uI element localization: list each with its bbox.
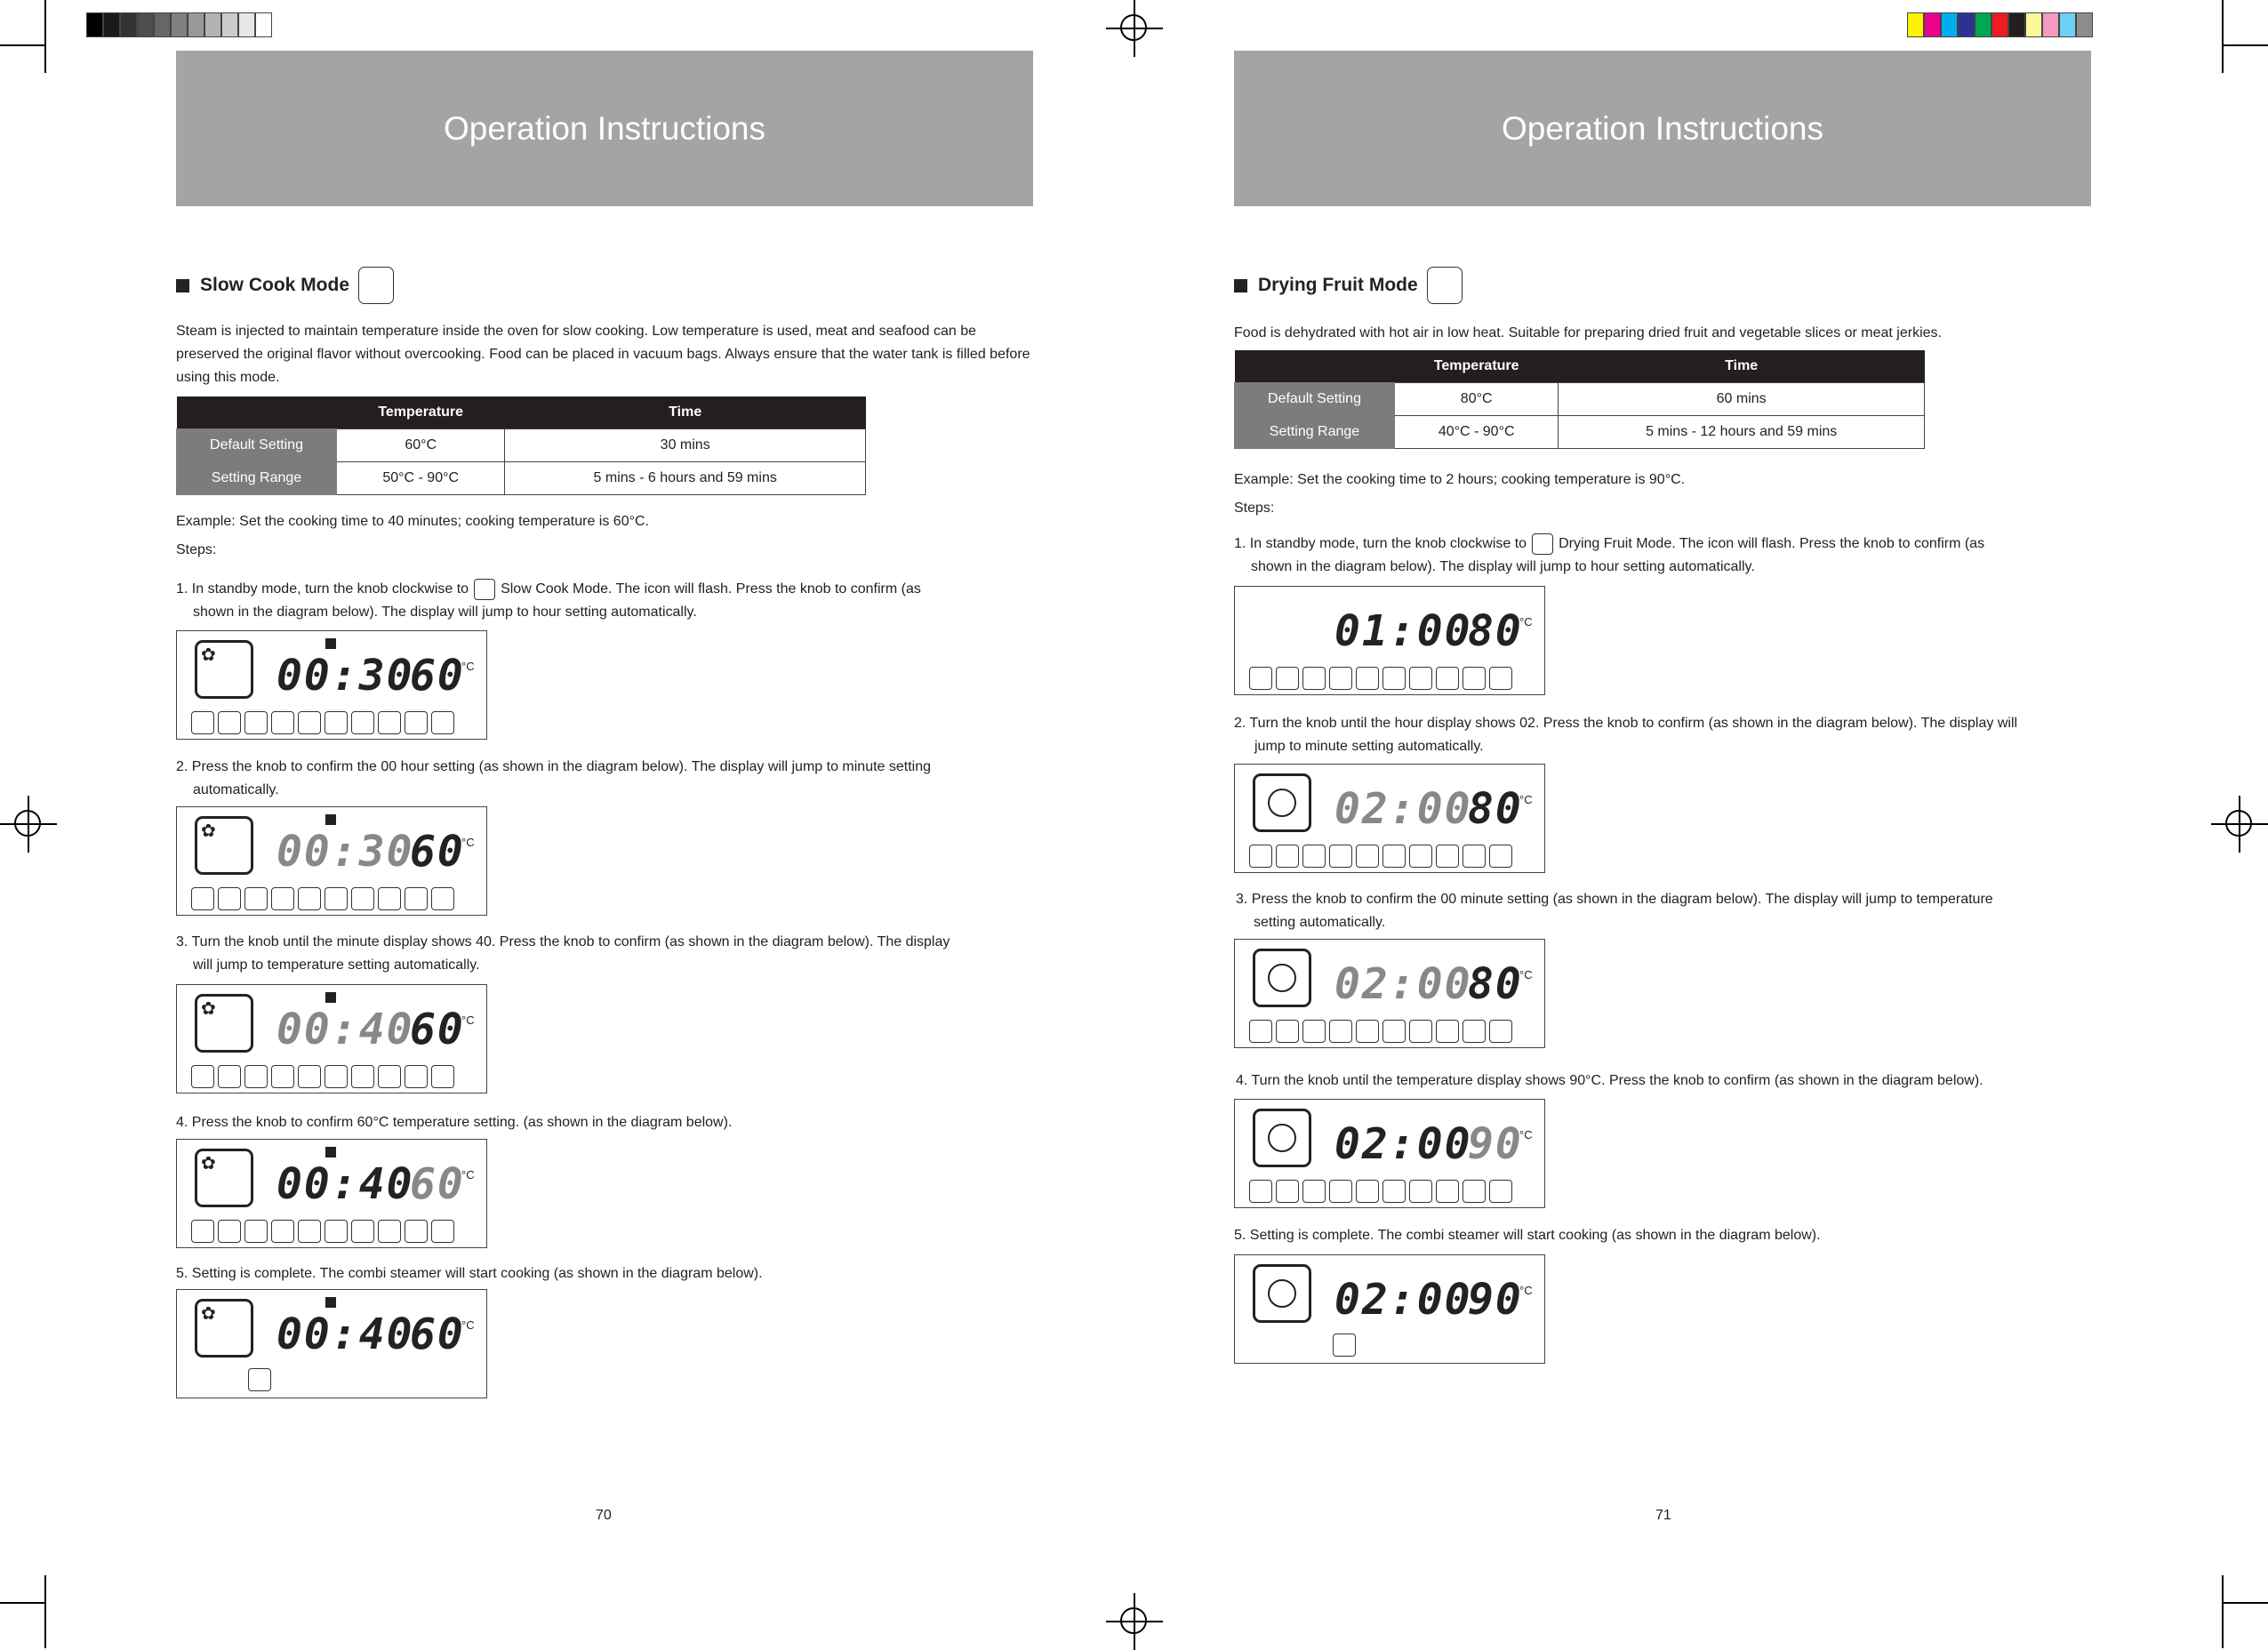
- mode-icon: [1302, 667, 1326, 690]
- row-header: Default Setting: [177, 429, 337, 462]
- lock-icon: [325, 1147, 336, 1157]
- mode-icon: [1463, 1180, 1486, 1203]
- mode-icon: [1356, 667, 1379, 690]
- mode-icon: [378, 887, 401, 910]
- mode-icon: [378, 1065, 401, 1088]
- mode-icon-row: [1249, 667, 1512, 690]
- control-panel-display: [176, 984, 487, 1093]
- gray-swatch: [221, 12, 238, 37]
- drying-fruit-settings-table: [1234, 350, 1925, 449]
- mode-icon: [218, 1065, 241, 1088]
- mode-icon: [271, 1065, 294, 1088]
- color-swatch: [1975, 12, 1992, 37]
- mode-icon: [1489, 1020, 1512, 1043]
- mode-icon: [1436, 1020, 1459, 1043]
- time-readout: 02:00: [1334, 784, 1472, 834]
- celsius-unit: °C: [1519, 793, 1533, 806]
- mode-icon: [1249, 1180, 1272, 1203]
- mode-icon: [1436, 667, 1459, 690]
- time-readout: 02:00: [1334, 959, 1472, 1009]
- mode-icon: [1382, 845, 1406, 868]
- mode-icon: [1436, 845, 1459, 868]
- gray-swatch: [171, 12, 188, 37]
- mode-icon: [1409, 1180, 1432, 1203]
- mode-icon: [298, 1220, 321, 1243]
- temperature-readout: 80: [1468, 606, 1523, 656]
- mode-icon: [1436, 1180, 1459, 1203]
- fan-mode-icon: [1253, 773, 1311, 832]
- step-text: 3. Press the knob to confirm the 00 minute setting (as shown in the diagram below). The display will jump to temperature: [1236, 892, 1993, 907]
- page-number: 70: [596, 1508, 612, 1523]
- color-swatch: [1958, 12, 1975, 37]
- mode-icon: [271, 1220, 294, 1243]
- step-text: automatically.: [193, 782, 279, 797]
- mode-icon: [191, 887, 214, 910]
- celsius-unit: °C: [1519, 968, 1533, 981]
- col-header: Temperature: [337, 396, 505, 429]
- table-cell: 50°C - 90°C: [337, 462, 505, 495]
- mode-icon: [1409, 845, 1432, 868]
- slow-cook-settings-table: [176, 396, 866, 495]
- time-readout: 00:40: [276, 1005, 414, 1054]
- lock-icon: [325, 638, 336, 649]
- mode-icon: [1356, 845, 1379, 868]
- time-readout: 02:00: [1334, 1275, 1472, 1325]
- mode-icon: [244, 887, 268, 910]
- control-panel-display: [1234, 1099, 1545, 1208]
- mode-icon: [405, 711, 428, 734]
- step-text: 1. In standby mode, turn the knob clockwise to: [176, 581, 469, 597]
- mode-icon: [405, 1065, 428, 1088]
- control-panel-display: [1234, 586, 1545, 695]
- mode-icon: [244, 1065, 268, 1088]
- mode-icon-row: [1249, 845, 1512, 868]
- color-swatch: [1907, 12, 1924, 37]
- page-header-right: Operation Instructions: [1234, 51, 2091, 206]
- mode-icon: [431, 711, 454, 734]
- color-swatch: [2025, 12, 2042, 37]
- gray-swatch: [86, 12, 103, 37]
- slow-cook-icon: [474, 579, 495, 600]
- control-panel-display: [176, 806, 487, 916]
- mode-icon: [378, 711, 401, 734]
- slow-cook-intro: Steam is injected to maintain temperature inside the oven for slow cooking. Low temperature is used, meat and seafood can be preserved the original flavor without overcooking. Food can be placed in vacuum bags. Always ensure that the water tank is filled before using this mode.: [176, 324, 1030, 385]
- drying-fruit-example: Example: Set the cooking time to 2 hours; cooking temperature is 90°C.: [1234, 472, 1686, 487]
- lock-icon: [325, 1297, 336, 1308]
- mode-icon: [1463, 667, 1486, 690]
- step-1: [1234, 533, 2096, 579]
- gray-swatch: [120, 12, 137, 37]
- celsius-unit: °C: [461, 836, 475, 849]
- control-panel-display: [176, 1139, 487, 1248]
- step-3: [176, 931, 1038, 977]
- section-title: Slow Cook Mode: [200, 275, 349, 295]
- mode-icon-row: [1249, 1020, 1512, 1043]
- gray-swatch: [137, 12, 154, 37]
- table-cell: 30 mins: [505, 429, 866, 462]
- mode-icon: [1489, 667, 1512, 690]
- control-panel-display: [1234, 1254, 1545, 1364]
- step-4: 4. Press the knob to confirm 60°C temperature setting. (as shown in the diagram below).: [176, 1115, 733, 1130]
- color-swatch: [2042, 12, 2059, 37]
- gray-swatch: [188, 12, 204, 37]
- temperature-readout: 60: [410, 651, 465, 701]
- celsius-unit: °C: [461, 1318, 475, 1332]
- mode-icon: [431, 1220, 454, 1243]
- mode-icon: [298, 711, 321, 734]
- mode-icon: [1356, 1180, 1379, 1203]
- mode-icon: [1409, 667, 1432, 690]
- control-panel-display: [176, 1289, 487, 1398]
- mode-icon: [1329, 1020, 1352, 1043]
- step-2: [176, 756, 1038, 802]
- mode-icon: [244, 711, 268, 734]
- col-header: Time: [1559, 350, 1925, 383]
- mode-icon: [298, 1065, 321, 1088]
- celsius-unit: °C: [461, 1168, 475, 1181]
- fan-mode-icon: [1253, 1264, 1311, 1323]
- mode-icon: [298, 887, 321, 910]
- time-readout: 00:30: [276, 827, 414, 877]
- mode-icon: [405, 1220, 428, 1243]
- temperature-readout: 90: [1468, 1275, 1523, 1325]
- mode-icon: [271, 887, 294, 910]
- step-text: Drying Fruit Mode. The icon will flash. Press the knob to confirm (as: [1559, 536, 1985, 551]
- drying-fruit-title: [1234, 267, 1463, 304]
- temperature-readout: 80: [1468, 784, 1523, 834]
- step-5: 5. Setting is complete. The combi steamer will start cooking (as shown in the diagram below).: [1234, 1228, 1821, 1243]
- gray-swatch: [154, 12, 171, 37]
- row-header: Setting Range: [1235, 416, 1395, 449]
- color-swatch: [2076, 12, 2093, 37]
- color-swatch: [1941, 12, 1958, 37]
- mode-icon: [1463, 1020, 1486, 1043]
- temperature-readout: 80: [1468, 959, 1523, 1009]
- step-3: [1236, 888, 2098, 934]
- step-1: [176, 578, 1038, 624]
- step-5: 5. Setting is complete. The combi steamer will start cooking (as shown in the diagram below).: [176, 1266, 763, 1281]
- mode-icon: [1329, 1180, 1352, 1203]
- celsius-unit: °C: [1519, 1128, 1533, 1141]
- mode-icon: [1249, 667, 1272, 690]
- mode-icon: [218, 711, 241, 734]
- mode-icon: [1249, 1020, 1272, 1043]
- drying-fruit-icon: [1333, 1334, 1356, 1357]
- row-header: Default Setting: [1235, 383, 1395, 416]
- drying-fruit-icon: [1427, 267, 1463, 304]
- mode-icon: [325, 887, 348, 910]
- steps-label: Steps:: [176, 542, 217, 557]
- mode-icon-row: [1249, 1180, 1512, 1203]
- gray-swatch: [204, 12, 221, 37]
- fan-mode-icon: [1253, 1109, 1311, 1167]
- color-swatch: [2059, 12, 2076, 37]
- slow-cook-icon: [248, 1368, 271, 1391]
- color-swatch: [1992, 12, 2008, 37]
- mode-icon: [191, 1065, 214, 1088]
- step-text: setting automatically.: [1254, 915, 1386, 930]
- slow-cook-mode-icon: ✿: [195, 1299, 253, 1358]
- time-readout: 01:00: [1334, 606, 1472, 656]
- step-text: Slow Cook Mode. The icon will flash. Press the knob to confirm (as: [501, 581, 921, 597]
- drying-fruit-intro: Food is dehydrated with hot air in low heat. Suitable for preparing dried fruit and vegetable slices or meat jerkies.: [1234, 325, 1942, 340]
- celsius-unit: °C: [461, 660, 475, 673]
- mode-icon: [1329, 667, 1352, 690]
- mode-icon: [1409, 1020, 1432, 1043]
- mode-icon: [1276, 1020, 1299, 1043]
- mode-icon: [1276, 667, 1299, 690]
- mode-icon-row: [191, 887, 454, 910]
- mode-icon: [218, 1220, 241, 1243]
- lock-icon: [325, 814, 336, 825]
- table-cell: 60°C: [337, 429, 505, 462]
- step-text: shown in the diagram below). The display will jump to hour setting automatically.: [193, 605, 697, 620]
- celsius-unit: °C: [1519, 615, 1533, 629]
- table-cell: 5 mins - 6 hours and 59 mins: [505, 462, 866, 495]
- drying-fruit-icon: [1532, 533, 1553, 555]
- mode-icon: [271, 711, 294, 734]
- mode-icon: [378, 1220, 401, 1243]
- page-number: 71: [1655, 1508, 1671, 1523]
- control-panel-display: [1234, 939, 1545, 1048]
- step-text: jump to minute setting automatically.: [1254, 739, 1484, 754]
- slow-cook-mode-icon: ✿: [195, 816, 253, 875]
- col-header: Temperature: [1395, 350, 1559, 383]
- mode-icon: [1382, 1180, 1406, 1203]
- mode-icon: [1302, 845, 1326, 868]
- mode-icon: [351, 1065, 374, 1088]
- step-text: shown in the diagram below). The display will jump to hour setting automatically.: [1251, 559, 1755, 574]
- page-header-left: Operation Instructions: [176, 51, 1033, 206]
- table-cell: 5 mins - 12 hours and 59 mins: [1559, 416, 1925, 449]
- mode-icon: [1382, 667, 1406, 690]
- mode-icon: [351, 1220, 374, 1243]
- step-text: will jump to temperature setting automatically.: [193, 957, 480, 973]
- mode-icon: [1329, 845, 1352, 868]
- gray-swatch: [238, 12, 255, 37]
- mode-icon: [191, 1220, 214, 1243]
- mode-icon: [325, 1220, 348, 1243]
- mode-icon: [1276, 1180, 1299, 1203]
- section-title: Drying Fruit Mode: [1258, 275, 1418, 295]
- col-header: Time: [505, 396, 866, 429]
- mode-icon: [431, 887, 454, 910]
- step-text: 1. In standby mode, turn the knob clockwise to: [1234, 536, 1527, 551]
- mode-icon-row: [191, 711, 454, 734]
- step-2: [1234, 712, 2096, 758]
- slow-cook-mode-icon: ✿: [195, 640, 253, 699]
- gray-swatch: [255, 12, 272, 37]
- slow-cook-mode-icon: ✿: [195, 994, 253, 1053]
- time-readout: 00:40: [276, 1310, 414, 1359]
- control-panel-display: [176, 630, 487, 740]
- mode-icon: [351, 711, 374, 734]
- mode-icon-row: [191, 1220, 454, 1243]
- step-text: 2. Turn the knob until the hour display shows 02. Press the knob to confirm (as shown in the diagram below). The display will: [1234, 716, 2018, 731]
- table-cell: 40°C - 90°C: [1395, 416, 1559, 449]
- mode-icon: [218, 887, 241, 910]
- mode-icon: [1382, 1020, 1406, 1043]
- step-4: 4. Turn the knob until the temperature display shows 90°C. Press the knob to confirm (as shown in the diagram below).: [1236, 1073, 1983, 1088]
- mode-icon: [1463, 845, 1486, 868]
- mode-icon: [191, 711, 214, 734]
- mode-icon: [431, 1065, 454, 1088]
- mode-icon: [1249, 845, 1272, 868]
- color-swatch: [2008, 12, 2025, 37]
- steps-label: Steps:: [1234, 501, 1275, 516]
- temperature-readout: 90: [1468, 1119, 1523, 1169]
- mode-icon: [244, 1220, 268, 1243]
- mode-icon: [1489, 845, 1512, 868]
- mode-icon-row: [191, 1065, 454, 1088]
- temperature-readout: 60: [410, 1159, 465, 1209]
- mode-icon: [351, 887, 374, 910]
- celsius-unit: °C: [461, 1013, 475, 1027]
- slow-cook-mode-icon: ✿: [195, 1149, 253, 1207]
- color-swatch: [1924, 12, 1941, 37]
- temperature-readout: 60: [410, 1310, 465, 1359]
- fan-mode-icon: [1253, 949, 1311, 1007]
- temperature-readout: 60: [410, 827, 465, 877]
- celsius-unit: °C: [1519, 1284, 1533, 1297]
- lock-icon: [325, 992, 336, 1003]
- step-text: 3. Turn the knob until the minute display shows 40. Press the knob to confirm (as shown in the diagram below). The display: [176, 934, 950, 949]
- mode-icon: [325, 711, 348, 734]
- row-header: Setting Range: [177, 462, 337, 495]
- mode-icon: [405, 887, 428, 910]
- mode-icon: [1356, 1020, 1379, 1043]
- mode-icon: [1302, 1180, 1326, 1203]
- table-cell: 80°C: [1395, 383, 1559, 416]
- mode-icon: [1489, 1180, 1512, 1203]
- gray-swatch: [103, 12, 120, 37]
- table-cell: 60 mins: [1559, 383, 1925, 416]
- time-readout: 00:30: [276, 651, 414, 701]
- control-panel-display: [1234, 764, 1545, 873]
- time-readout: 02:00: [1334, 1119, 1472, 1169]
- time-readout: 00:40: [276, 1159, 414, 1209]
- slow-cook-title: [176, 267, 394, 304]
- slow-cook-example: Example: Set the cooking time to 40 minutes; cooking temperature is 60°C.: [176, 514, 649, 529]
- step-text: 2. Press the knob to confirm the 00 hour setting (as shown in the diagram below). The display will jump to minute setting: [176, 759, 932, 774]
- slow-cook-icon: [358, 267, 394, 304]
- mode-icon: [1276, 845, 1299, 868]
- mode-icon: [325, 1065, 348, 1088]
- temperature-readout: 60: [410, 1005, 465, 1054]
- mode-icon: [1302, 1020, 1326, 1043]
